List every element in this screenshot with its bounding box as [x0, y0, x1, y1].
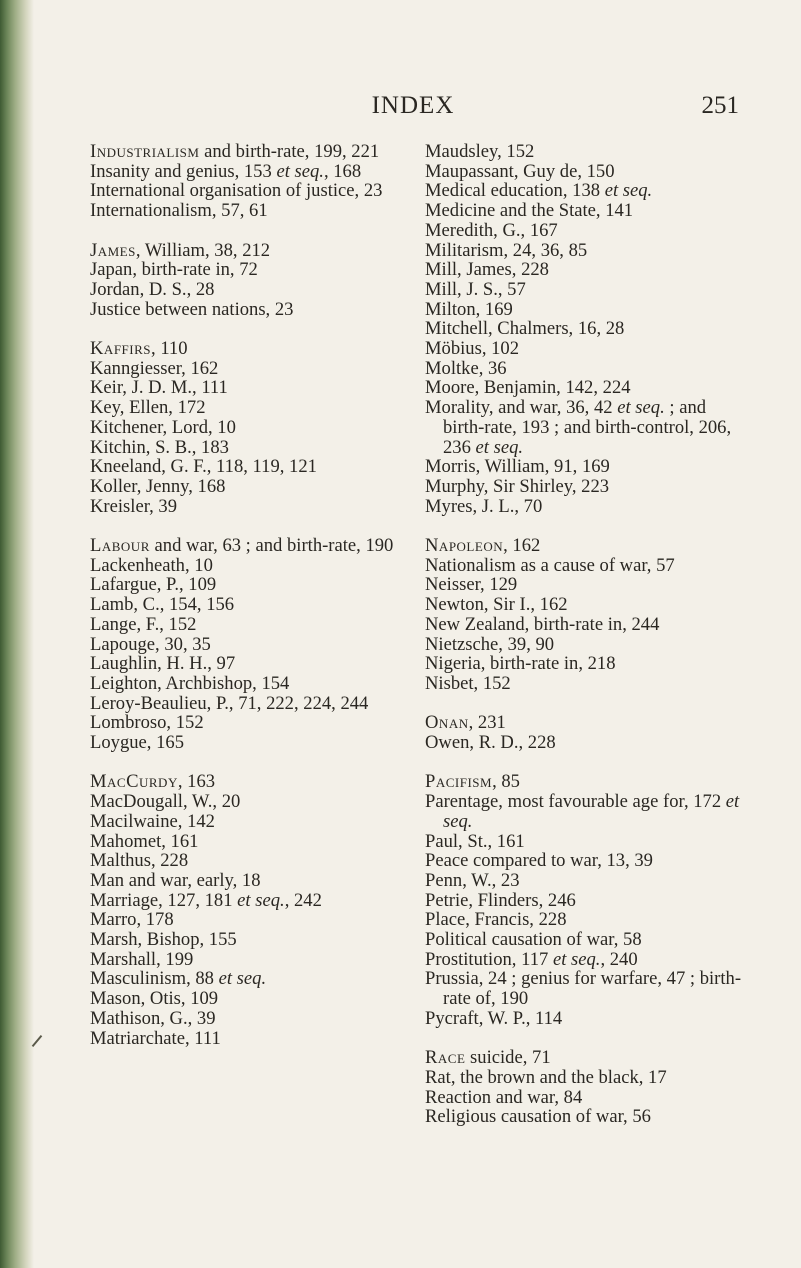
- index-entry: [425, 615, 747, 635]
- entry-text: Möbius, 102: [425, 338, 520, 360]
- index-entry: [425, 733, 747, 753]
- entry-text: Internationalism, 57, 61: [90, 200, 268, 222]
- entry-text: Maudsley, 152: [425, 141, 535, 162]
- index-entry: [425, 280, 747, 300]
- entry-italic: et seq.: [552, 948, 601, 970]
- entry-heading-word: Napoleon: [425, 535, 504, 557]
- entry-text: Lafargue, P., 109: [90, 574, 217, 596]
- index-entry: [425, 201, 747, 221]
- index-entry: [90, 694, 402, 714]
- index-entry: [90, 1029, 402, 1049]
- index-entry: [90, 477, 402, 497]
- index-entry: [90, 891, 402, 911]
- index-letter-gap: [90, 753, 402, 773]
- entry-text: Marsh, Bishop, 155: [90, 929, 237, 951]
- index-entry: [425, 241, 747, 261]
- entry-text: Matriarchate, 111: [90, 1027, 221, 1049]
- entry-heading-word: Kaffirs: [90, 338, 152, 359]
- entry-text: Japan, birth-rate in, 72: [90, 259, 258, 281]
- entry-text-tail: , 240: [600, 948, 638, 970]
- page-number: 251: [701, 92, 739, 119]
- entry-text: Laughlin, H. H., 97: [90, 653, 236, 675]
- entry-heading-word: Industrialism: [90, 141, 200, 162]
- index-entry: [425, 1088, 747, 1108]
- entry-text: , 231: [468, 712, 506, 734]
- index-entry: [425, 1068, 747, 1088]
- index-entry: [425, 339, 747, 359]
- index-entry: [425, 1107, 747, 1127]
- index-entry: [90, 280, 402, 300]
- entry-text: Place, Francis, 228: [425, 909, 567, 931]
- index-entry: [90, 418, 402, 438]
- index-entry: [90, 969, 402, 989]
- entry-text: , 163: [177, 771, 216, 793]
- index-entry: [425, 871, 747, 891]
- index-entry: [90, 654, 402, 674]
- entry-text: Militarism, 24, 36, 85: [425, 239, 588, 261]
- index-entry: [90, 615, 402, 635]
- entry-text-tail: ; and birth-rate, 193 ; and birth-control, 206, 236: [443, 397, 732, 458]
- entry-text: International organisation of justice, 23: [90, 180, 383, 202]
- index-entry: [425, 497, 747, 517]
- index-entry: [90, 851, 402, 871]
- entry-text: Penn, W., 23: [425, 869, 520, 891]
- index-entry: [90, 1009, 402, 1029]
- index-entry: [90, 910, 402, 930]
- entry-text: Key, Ellen, 172: [90, 397, 206, 419]
- entry-text: Meredith, G., 167: [425, 219, 558, 241]
- entry-text: Marro, 178: [90, 909, 174, 931]
- entry-text: Murphy, Sir Shirley, 223: [425, 475, 610, 497]
- entry-text: Kitchin, S. B., 183: [90, 436, 229, 458]
- entry-italic: et seq.: [443, 791, 740, 832]
- index-entry: [90, 772, 402, 792]
- index-entry: [90, 300, 402, 320]
- index-entry: [90, 635, 402, 655]
- index-entry: [425, 1048, 747, 1068]
- index-entry: [425, 713, 747, 733]
- entry-text: Rat, the brown and the black, 17: [425, 1066, 667, 1088]
- entry-text: , 85: [492, 771, 520, 793]
- entry-text: New Zealand, birth-rate in, 244: [425, 613, 660, 635]
- index-entry: [90, 339, 402, 359]
- entry-heading-word: Onan: [425, 712, 469, 734]
- index-column-left: [90, 142, 402, 1048]
- index-letter-gap: [425, 694, 747, 714]
- entry-text: Reaction and war, 84: [425, 1086, 583, 1108]
- running-title: INDEX: [371, 92, 455, 119]
- entry-text: Political causation of war, 58: [425, 929, 642, 951]
- entry-text: Insanity and genius, 153: [90, 160, 277, 182]
- entry-text-tail: , 242: [284, 889, 322, 911]
- entry-text: Newton, Sir I., 162: [425, 594, 568, 616]
- entry-text: Man and war, early, 18: [90, 869, 261, 891]
- index-entry: [425, 969, 747, 1008]
- index-letter-gap: [90, 319, 402, 339]
- entry-text: Lombroso, 152: [90, 712, 204, 734]
- entry-text: Myres, J. L., 70: [425, 495, 543, 517]
- entry-text: Morality, and war, 36, 42: [425, 397, 618, 419]
- index-entry: [425, 575, 747, 595]
- entry-text: Mill, James, 228: [425, 259, 549, 281]
- index-letter-gap: [90, 516, 402, 536]
- index-entry: [425, 595, 747, 615]
- entry-text: Macilwaine, 142: [90, 810, 215, 832]
- entry-text: and war, 63 ; and birth-rate, 190: [149, 535, 394, 557]
- index-entry: [425, 792, 747, 831]
- index-entry: [425, 832, 747, 852]
- entry-text: Kitchener, Lord, 10: [90, 416, 236, 438]
- entry-text: Loygue, 165: [90, 732, 184, 754]
- index-entry: [425, 654, 747, 674]
- entry-text: Mahomet, 161: [90, 830, 199, 852]
- entry-italic: et seq.: [218, 968, 267, 990]
- index-entry: [90, 812, 402, 832]
- entry-heading-word: James: [90, 239, 136, 261]
- index-entry: [425, 891, 747, 911]
- entry-text: Prostitution, 117: [425, 948, 553, 970]
- entry-text-tail: , 168: [323, 160, 362, 182]
- entry-text: Mitchell, Chalmers, 16, 28: [425, 318, 625, 340]
- index-entry: [425, 772, 747, 792]
- index-entry: [90, 457, 402, 477]
- entry-text: Paul, St., 161: [425, 830, 525, 852]
- index-entry: [90, 989, 402, 1009]
- entry-text: Medicine and the State, 141: [425, 200, 634, 222]
- index-entry: [425, 477, 747, 497]
- entry-text: Masculinism, 88: [90, 968, 219, 990]
- entry-text: Morris, William, 91, 169: [425, 456, 610, 478]
- entry-heading-word: Pacifism: [425, 771, 493, 793]
- entry-text: Prussia, 24 ; genius for warfare, 47 ; birth-rate of, 190: [425, 968, 742, 1010]
- index-entry: [425, 950, 747, 970]
- index-letter-gap: [425, 753, 747, 773]
- entry-heading-word: Labour: [90, 535, 150, 557]
- entry-text: Lange, F., 152: [90, 613, 197, 635]
- index-entry: [425, 851, 747, 871]
- entry-italic: et seq.: [276, 160, 324, 182]
- index-entry: [90, 142, 402, 162]
- entry-text: Mathison, G., 39: [90, 1007, 216, 1029]
- index-entry: [90, 871, 402, 891]
- index-entry: [90, 378, 402, 398]
- index-entry: [425, 930, 747, 950]
- index-entry: [425, 162, 747, 182]
- entry-heading-word: MacCurdy: [90, 771, 178, 793]
- index-entry: [90, 950, 402, 970]
- index-entry: [90, 595, 402, 615]
- entry-text: Kanngiesser, 162: [90, 357, 219, 379]
- entry-text: Moore, Benjamin, 142, 224: [425, 377, 631, 399]
- entry-text: Jordan, D. S., 28: [90, 278, 215, 300]
- index-entry: [90, 674, 402, 694]
- index-entry: [425, 359, 747, 379]
- index-entry: [425, 674, 747, 694]
- entry-text: Nationalism as a cause of war, 57: [425, 554, 675, 576]
- index-entry: [425, 319, 747, 339]
- entry-text: , 162: [503, 535, 541, 557]
- page-header: [0, 92, 801, 122]
- entry-italic: et seq.: [475, 436, 524, 458]
- index-entry: [90, 930, 402, 950]
- entry-text: , William, 38, 212: [135, 239, 271, 261]
- entry-text: Milton, 169: [425, 298, 513, 320]
- index-entry: [90, 536, 402, 556]
- index-letter-gap: [90, 221, 402, 241]
- index-entry: [90, 556, 402, 576]
- entry-text: Kreisler, 39: [90, 495, 178, 517]
- entry-text: Religious causation of war, 56: [425, 1106, 651, 1128]
- index-entry: [90, 733, 402, 753]
- entry-text: Lackenheath, 10: [90, 554, 213, 576]
- index-entry: [90, 260, 402, 280]
- index-entry: [425, 536, 747, 556]
- index-entry: [425, 142, 747, 162]
- index-letter-gap: [425, 516, 747, 536]
- entry-text: Nietzsche, 39, 90: [425, 633, 555, 655]
- index-entry: [90, 575, 402, 595]
- index-entry: [90, 832, 402, 852]
- entry-text: Justice between nations, 23: [90, 298, 294, 320]
- entry-text: Nigeria, birth-rate in, 218: [425, 653, 616, 675]
- index-entry: [425, 556, 747, 576]
- index-entry: [90, 162, 402, 182]
- index-entry: [425, 378, 747, 398]
- entry-text: and birth-rate, 199, 221: [199, 141, 380, 162]
- entry-text: Leroy-Beaulieu, P., 71, 222, 224, 244: [90, 692, 369, 714]
- index-entry: [425, 457, 747, 477]
- index-entry: [425, 260, 747, 280]
- index-entry: [425, 300, 747, 320]
- index-entry: [90, 438, 402, 458]
- index-entry: [425, 398, 747, 457]
- entry-text: Kneeland, G. F., 118, 119, 121: [90, 456, 317, 478]
- index-entry: [90, 792, 402, 812]
- entry-text: Pycraft, W. P., 114: [425, 1007, 563, 1029]
- index-entry: [90, 241, 402, 261]
- entry-text: Koller, Jenny, 168: [90, 475, 226, 497]
- entry-text: Maupassant, Guy de, 150: [425, 160, 615, 182]
- index-entry: [425, 635, 747, 655]
- entry-text: Parentage, most favourable age for, 172: [425, 791, 726, 813]
- entry-text: suicide, 71: [465, 1047, 551, 1069]
- index-entry: [90, 497, 402, 517]
- index-entry: [425, 181, 747, 201]
- index-entry: [90, 713, 402, 733]
- entry-text: Lapouge, 30, 35: [90, 633, 211, 655]
- entry-italic: et seq.: [604, 180, 653, 202]
- entry-text: Medical education, 138: [425, 180, 605, 202]
- entry-text: Leighton, Archbishop, 154: [90, 672, 290, 694]
- entry-text: Lamb, C., 154, 156: [90, 594, 235, 616]
- entry-text: Mason, Otis, 109: [90, 988, 219, 1010]
- entry-text: Marshall, 199: [90, 948, 194, 970]
- index-entry: [90, 201, 402, 221]
- entry-text: Marriage, 127, 181: [90, 889, 238, 911]
- entry-text: , 110: [151, 338, 188, 359]
- entry-italic: et seq.: [617, 397, 665, 419]
- index-entry: [90, 181, 402, 201]
- index-entry: [425, 1009, 747, 1029]
- entry-text: Owen, R. D., 228: [425, 732, 556, 754]
- entry-text: Moltke, 36: [425, 357, 507, 379]
- entry-text: MacDougall, W., 20: [90, 791, 241, 813]
- index-entry: [425, 910, 747, 930]
- entry-text: Keir, J. D. M., 111: [90, 377, 228, 399]
- book-spine-shadow: [0, 0, 34, 1268]
- index-letter-gap: [425, 1029, 747, 1049]
- entry-text: Peace compared to war, 13, 39: [425, 850, 653, 872]
- index-entry: [90, 398, 402, 418]
- entry-text: Malthus, 228: [90, 850, 189, 872]
- index-entry: [425, 221, 747, 241]
- entry-italic: et seq.: [237, 889, 285, 911]
- entry-heading-word: Race: [425, 1047, 466, 1069]
- entry-text: Neisser, 129: [425, 574, 518, 596]
- entry-text: Nisbet, 152: [425, 672, 511, 694]
- entry-text: Mill, J. S., 57: [425, 278, 526, 300]
- index-column-right: [425, 142, 747, 1127]
- index-entry: [90, 359, 402, 379]
- entry-text: Petrie, Flinders, 246: [425, 889, 576, 911]
